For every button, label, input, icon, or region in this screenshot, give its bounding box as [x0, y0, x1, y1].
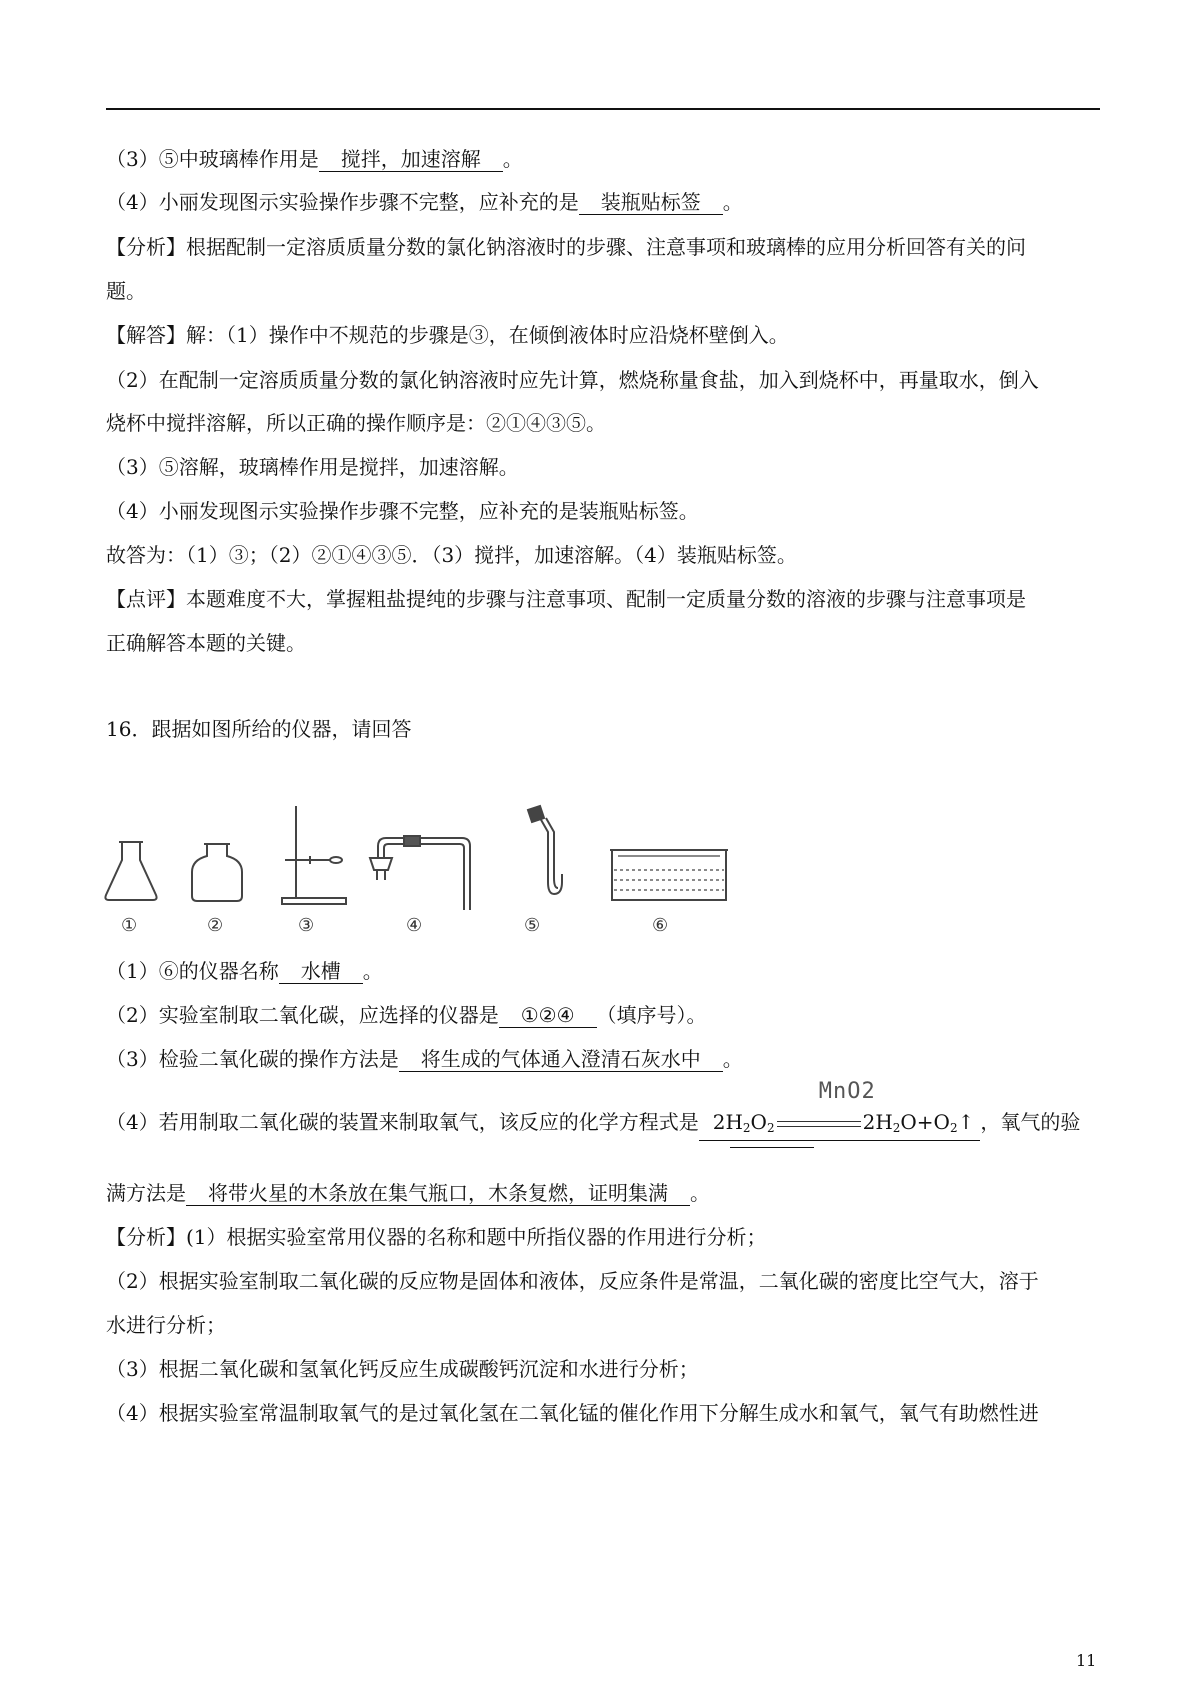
solution-line: 【解答】解：（1）操作中不规范的步骤是③，在倾倒液体时应沿烧杯壁倒入。: [106, 323, 789, 347]
water-trough-drawing: [610, 850, 728, 900]
answer-blank: ①②④: [499, 1003, 597, 1028]
apparatus-figure: [100, 800, 740, 945]
conical-flask-drawing: [105, 842, 156, 900]
thistle-tube-drawing: [528, 806, 562, 894]
question-16-title: 16．跟据如图所给的仪器，请回答: [106, 717, 412, 741]
final-answer-line: 故答为：（1）③；（2）②①④③⑤．（3）搅拌，加速溶解。（4）装瓶贴标签。: [106, 543, 797, 567]
figure-label-3: ③: [298, 915, 315, 936]
solution-line: 烧杯中搅拌溶解，所以正确的操作顺序是：②①④③⑤。: [106, 411, 606, 435]
question-4: （4）若用制取二氧化碳的装置来制取氧气，该反应的化学方程式是 MnO2 $2H_2O_2$ $2H_2O+O_2↑$ ，氧气的验: [106, 1108, 1080, 1141]
comment-line: 【点评】本题难度不大，掌握粗盐提纯的步骤与注意事项、配制一定质量分数的溶液的步骤与注意事项是: [106, 587, 1026, 611]
solution-line: （4）小丽发现图示实验操作步骤不完整，应补充的是装瓶贴标签。: [106, 499, 699, 523]
iron-stand-drawing: [282, 806, 346, 904]
solution-line: （3）⑤溶解，玻璃棒作用是搅拌，加速溶解。: [106, 455, 519, 479]
question-1: （1）⑥的仪器名称 水槽 。: [106, 959, 383, 983]
analysis-line: （3）根据二氧化碳和氢氧化钙反应生成碳酸钙沉淀和水进行分析；: [106, 1357, 699, 1381]
figure-label-2: ②: [207, 915, 224, 936]
analysis-line: （2）根据实验室制取二氧化碳的反应物是固体和液体，反应条件是常温，二氧化碳的密度比空气大，溶于: [106, 1269, 1039, 1293]
answer-blank: 将生成的气体通入澄清石灰水中: [399, 1047, 723, 1072]
catalyst-label: MnO2: [818, 1079, 876, 1104]
answer-line-4: （4）小丽发现图示实验操作步骤不完整，应补充的是 装瓶贴标签 。: [106, 190, 743, 214]
analysis-line: 水进行分析；: [106, 1313, 226, 1337]
figure-label-6: ⑥: [652, 915, 669, 936]
figure-label-1: ①: [121, 915, 138, 936]
figure-label-4: ④: [406, 915, 423, 936]
answer-line-3: （3）⑤中玻璃棒作用是 搅拌，加速溶解 。: [106, 147, 523, 171]
comment-line: 正确解答本题的关键。: [106, 631, 306, 655]
answer-blank: 搅拌，加速溶解: [319, 147, 503, 172]
answer-blank: 水槽: [279, 959, 363, 984]
analysis-line: 题。: [106, 279, 146, 303]
question-3: （3）检验二氧化碳的操作方法是 将生成的气体通入澄清石灰水中 。: [106, 1047, 743, 1071]
header-rule: [106, 108, 1100, 110]
question-2: （2）实验室制取二氧化碳，应选择的仪器是 ①②④ （填序号）。: [106, 1003, 707, 1027]
answer-blank: 将带火星的木条放在集气瓶口，木条复燃，证明集满: [186, 1181, 690, 1206]
solution-line: （2）在配制一定溶质质量分数的氯化钠溶液时应先计算，燃烧称量食盐，加入到烧杯中，再量取水，倒入: [106, 368, 1039, 392]
figure-label-5: ⑤: [524, 915, 541, 936]
reaction-condition-line: [777, 1121, 861, 1127]
answer-blank: 装瓶贴标签: [579, 190, 723, 215]
question-4-continued: 满方法是 将带火星的木条放在集气瓶口，木条复燃，证明集满 。: [106, 1181, 710, 1205]
answer-underline-continuation: [730, 1147, 814, 1148]
analysis-line: 【分析】(1）根据实验室常用仪器的名称和题中所指仪器的作用进行分析；: [106, 1225, 767, 1249]
glass-tube-drawing: [370, 836, 470, 910]
page-number: 11: [1076, 1651, 1097, 1670]
analysis-line: 【分析】根据配制一定溶质质量分数的氯化钠溶液时的步骤、注意事项和玻璃棒的应用分析回答有关的问: [106, 235, 1026, 259]
analysis-line: （4）根据实验室常温制取氧气的是过氧化氢在二氧化锰的催化作用下分解生成水和氧气，氧气有助燃性进: [106, 1401, 1039, 1425]
chemical-equation: MnO2 $2H_2O_2$ $2H_2O+O_2↑$: [699, 1110, 981, 1141]
gas-bottle-drawing: [192, 844, 242, 901]
